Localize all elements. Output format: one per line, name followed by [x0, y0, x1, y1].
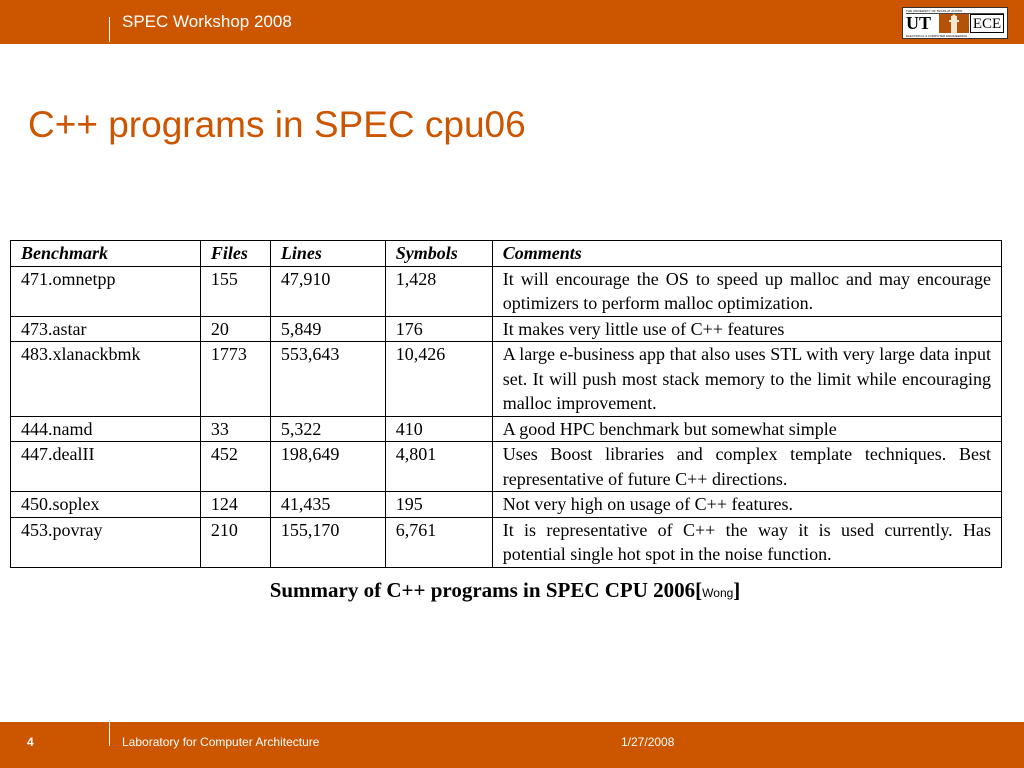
logo-ece: ECE — [970, 14, 1004, 33]
footer-lab-name: Laboratory for Computer Architecture — [122, 735, 320, 749]
cell-files: 124 — [200, 492, 270, 518]
cell-symbols: 4,801 — [385, 442, 492, 492]
cell-comments: Not very high on usage of C++ features. — [492, 492, 1001, 518]
cell-benchmark: 453.povray — [11, 517, 201, 567]
logo-ut: UT — [906, 14, 939, 33]
table-row — [11, 416, 1002, 442]
cell-lines: 47,910 — [270, 266, 385, 316]
cell-lines: 5,322 — [270, 416, 385, 442]
cell-lines: 5,849 — [270, 316, 385, 342]
footer-bar — [0, 722, 1024, 768]
cell-comments: Uses Boost libraries and complex template techniques. Best representative of future C++ directions. — [492, 442, 1001, 492]
cell-lines: 41,435 — [270, 492, 385, 518]
header-comments: Comments — [492, 241, 1001, 267]
cell-symbols: 410 — [385, 416, 492, 442]
cell-symbols: 10,426 — [385, 342, 492, 417]
table-caption — [0, 578, 1010, 603]
table-row — [11, 517, 1002, 567]
cell-symbols: 195 — [385, 492, 492, 518]
table-row — [11, 266, 1002, 316]
header-files: Files — [200, 241, 270, 267]
cell-files: 20 — [200, 316, 270, 342]
page-number: 4 — [27, 735, 34, 749]
slide-title: C++ programs in SPEC cpu06 — [28, 104, 526, 145]
caption-close: ] — [733, 578, 741, 602]
footer-divider — [109, 722, 110, 746]
cell-comments: A large e-business app that also uses STL with very large data input set. It will push most stack memory to the limit while encouraging malloc improvement. — [492, 342, 1001, 417]
cell-symbols: 176 — [385, 316, 492, 342]
cell-benchmark: 473.astar — [11, 316, 201, 342]
header-benchmark: Benchmark — [11, 241, 201, 267]
cell-benchmark: 471.omnetpp — [11, 266, 201, 316]
cell-lines: 553,643 — [270, 342, 385, 417]
table-header-row — [11, 241, 1002, 267]
table-row — [11, 342, 1002, 417]
cell-comments: It is representative of C++ the way it is used currently. Has potential single hot spot in the noise function. — [492, 517, 1001, 567]
cell-files: 210 — [200, 517, 270, 567]
cell-comments: A good HPC benchmark but somewhat simple — [492, 416, 1001, 442]
benchmark-table — [10, 240, 1002, 568]
logo-university-text: THE UNIVERSITY OF TEXAS AT AUSTIN — [906, 9, 1004, 14]
header-bar — [0, 0, 1024, 44]
cell-benchmark: 450.soplex — [11, 492, 201, 518]
cell-files: 452 — [200, 442, 270, 492]
logo-main — [906, 14, 1004, 34]
cell-benchmark: 444.namd — [11, 416, 201, 442]
table-row — [11, 442, 1002, 492]
footer-date: 1/27/2008 — [621, 735, 675, 749]
workshop-title: SPEC Workshop 2008 — [122, 12, 292, 31]
ut-ece-logo — [902, 7, 1008, 39]
table-row — [11, 316, 1002, 342]
cell-files: 33 — [200, 416, 270, 442]
cell-comments: It makes very little use of C++ features — [492, 316, 1001, 342]
tower-icon — [939, 14, 969, 33]
header-symbols: Symbols — [385, 241, 492, 267]
cell-lines: 155,170 — [270, 517, 385, 567]
caption-text: Summary of C++ programs in SPEC CPU 2006[ — [269, 578, 703, 602]
header-lines: Lines — [270, 241, 385, 267]
cell-symbols: 1,428 — [385, 266, 492, 316]
table-row — [11, 492, 1002, 518]
cell-benchmark: 483.xlanackbmk — [11, 342, 201, 417]
cell-files: 1773 — [200, 342, 270, 417]
cell-lines: 198,649 — [270, 442, 385, 492]
caption-reference: Wong — [702, 586, 734, 600]
cell-benchmark: 447.dealII — [11, 442, 201, 492]
cell-files: 155 — [200, 266, 270, 316]
cell-comments: It will encourage the OS to speed up malloc and may encourage optimizers to perform malloc optimization. — [492, 266, 1001, 316]
logo-department-text: ELECTRICAL & COMPUTER ENGINEERING — [906, 34, 968, 38]
cell-symbols: 6,761 — [385, 517, 492, 567]
header-divider — [109, 17, 110, 42]
